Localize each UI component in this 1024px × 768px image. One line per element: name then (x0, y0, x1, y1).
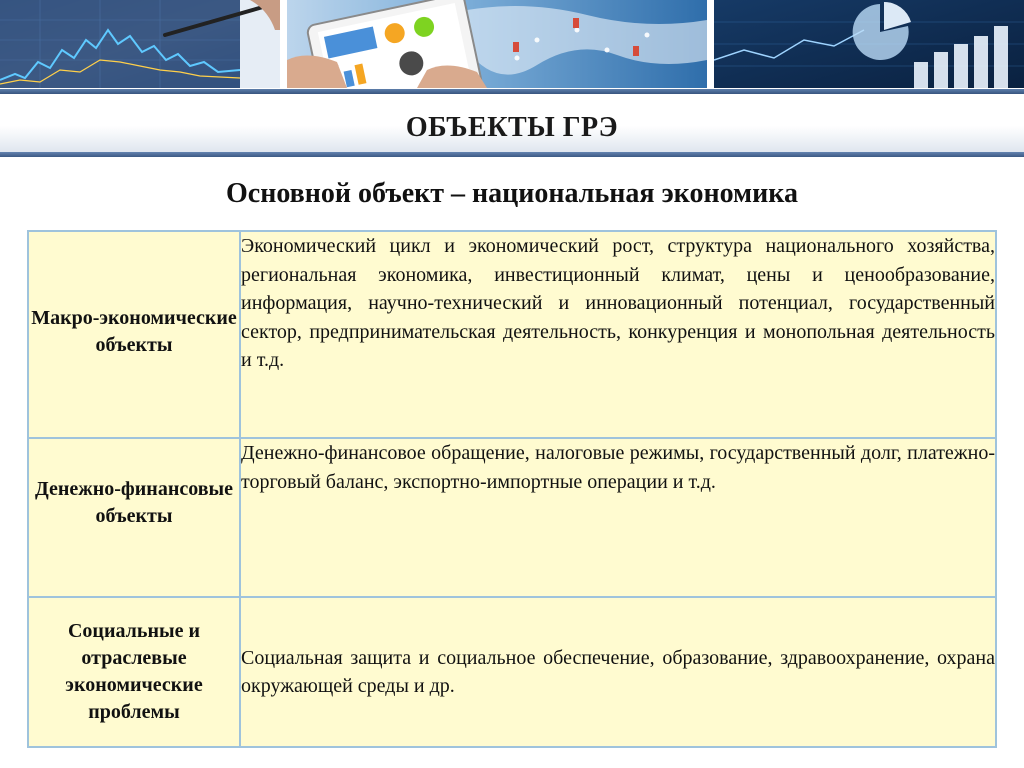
category-cell (28, 597, 240, 747)
category-label: Денежно-финансовые объекты (34, 477, 234, 527)
category-cell (28, 438, 240, 597)
category-label: Социальные и отраслевые экономические проблемы (65, 620, 203, 723)
table-row (28, 438, 996, 597)
digital-charts-photo (714, 0, 1024, 88)
category-cell (28, 231, 240, 438)
description-cell: Денежно-финансовое обращение, налоговые режимы, государственный долг, платежно-торговый баланс, экспортно-импортные операции и т.д. (240, 438, 996, 597)
slide-title: ОБЪЕКТЫ ГРЭ (405, 112, 619, 143)
description-cell: Экономический цикл и экономический рост, структура национального хозяйства, региональная экономика, инвестиционный климат, цены и ценообразование, информация, научно-технический и инновационный потенциал, государственный сектор, предпринимательская деятельность, конкуренция и монопольная деятельность и т.д. (240, 231, 996, 438)
table-row (28, 597, 996, 747)
tablet-map-photo (287, 0, 707, 88)
header-banner (0, 0, 1024, 93)
slide-subtitle: Основной объект – национальная экономика (226, 178, 798, 209)
title-underline-bar (0, 152, 1024, 157)
description-cell: Социальная защита и социальное обеспечение, образование, здравоохранение, охрана окружающей среды и др. (240, 597, 996, 747)
table-row (28, 231, 996, 438)
objects-table (27, 230, 997, 748)
category-label: Макро-экономические объекты (31, 306, 237, 356)
stock-chart-photo (0, 0, 280, 88)
